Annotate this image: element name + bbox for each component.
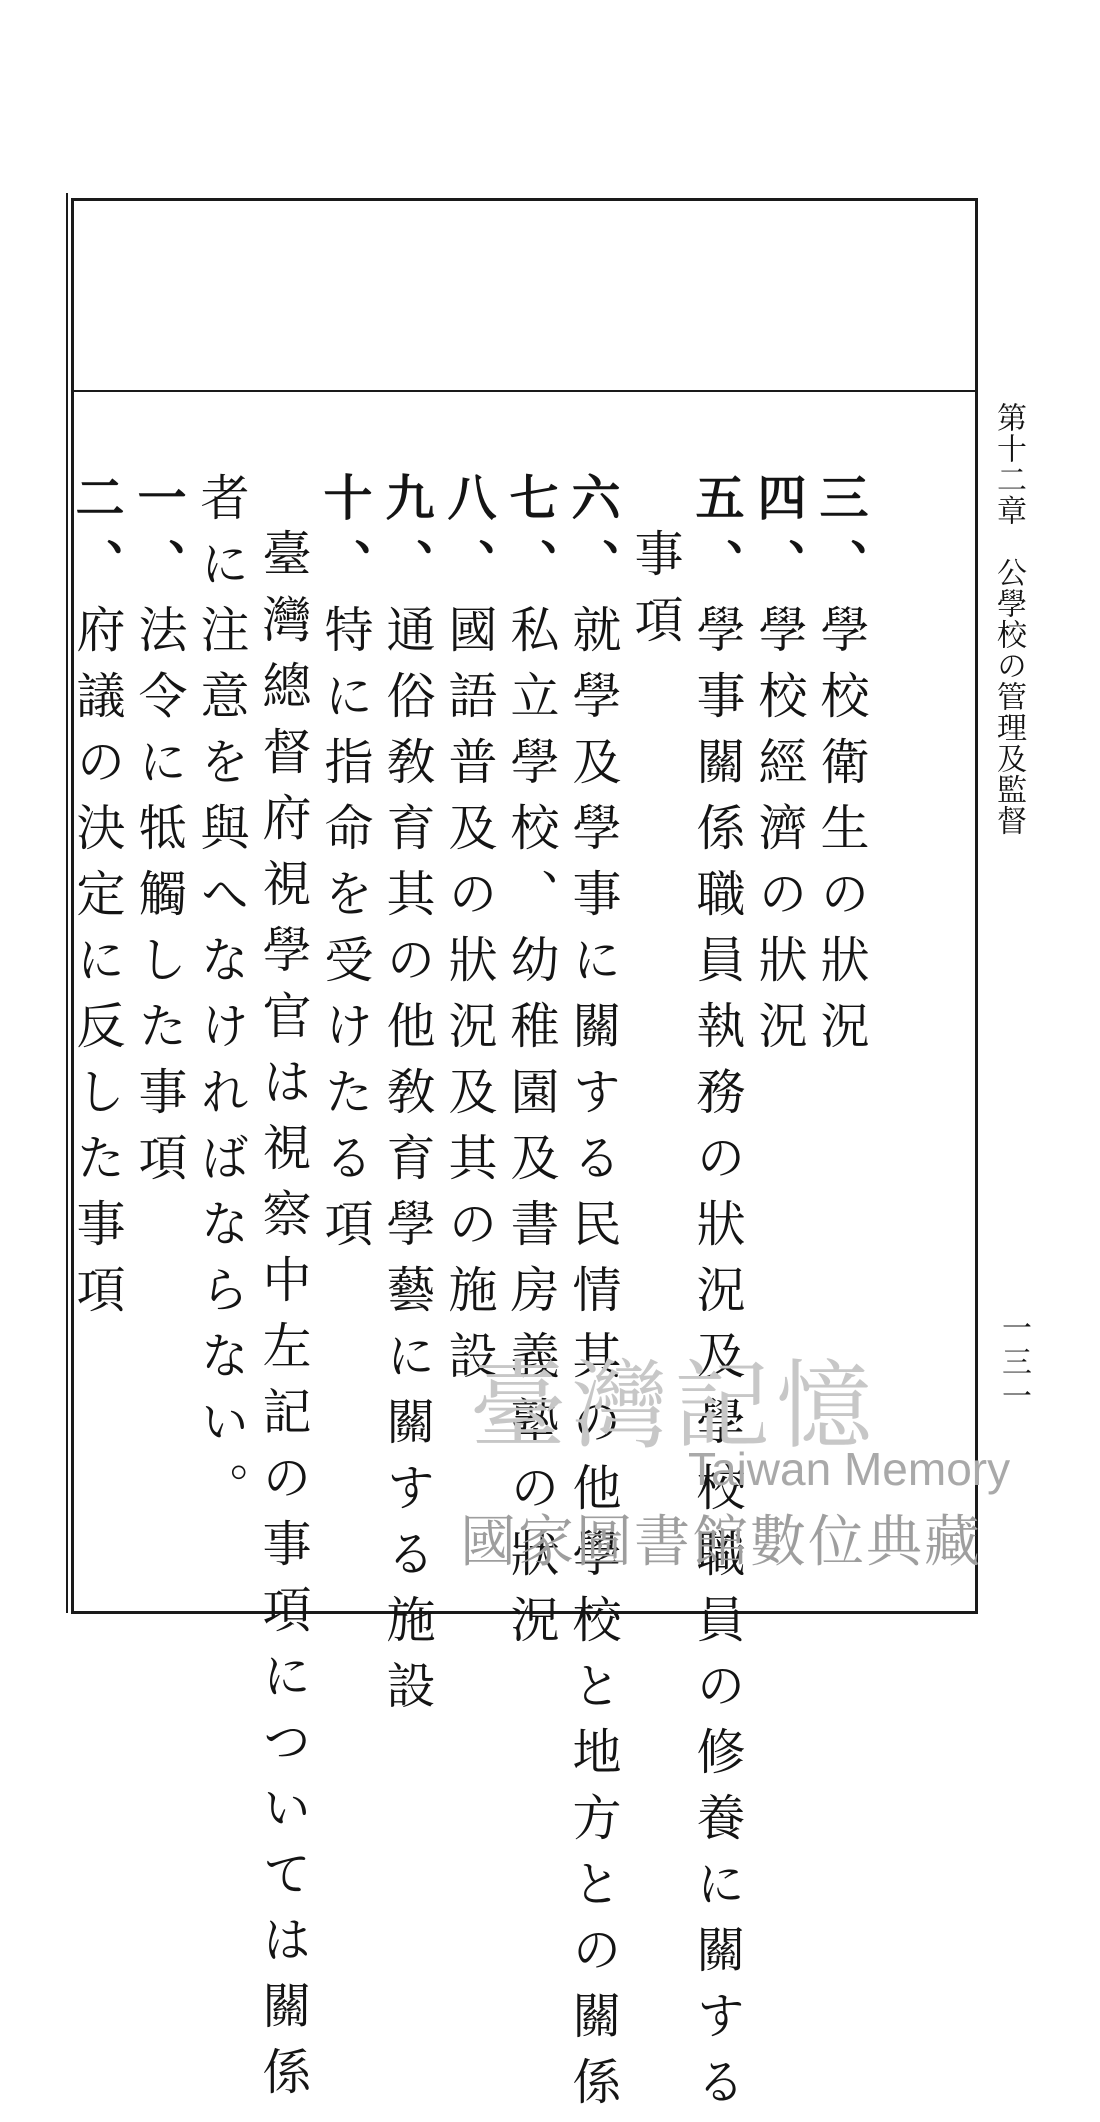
text-column <box>193 472 249 1528</box>
column-text: 就學及學事に關する民情其の他學校と地方との關係 <box>565 604 622 2122</box>
column-text: 學事關係職員執務の狀況及學校職員の修養に關する <box>689 604 746 2122</box>
column-text: 者に注意を與へなければならない。 <box>193 472 250 1528</box>
column-text: 學校衛生の狀況 <box>813 604 870 1066</box>
text-column <box>751 472 807 1066</box>
column-text: 私立學校、幼稚園及書房義塾の狀況 <box>503 604 560 1660</box>
item-number: 七、 <box>502 472 560 604</box>
text-column <box>565 472 621 2122</box>
watermark-english: Taiwan Memory <box>688 1443 1011 1495</box>
column-text: 通俗敎育其の他敎育學藝に關する施設 <box>379 604 436 1726</box>
watermark-seal: 臺灣記憶 <box>470 1350 878 1462</box>
text-column <box>441 472 497 1396</box>
column-text: 國語普及の狀況及其の施設 <box>441 604 498 1396</box>
item-number: 九、 <box>378 472 436 604</box>
item-number: 一、 <box>130 472 188 604</box>
text-column <box>379 472 435 1726</box>
text-column <box>131 472 187 1198</box>
item-number: 五、 <box>688 472 746 604</box>
text-column <box>813 472 869 1066</box>
text-column <box>503 472 559 1660</box>
item-number: 十、 <box>316 472 374 604</box>
item-number: 六、 <box>564 472 622 604</box>
running-head: 第十二章 公學校の管理及監督 <box>991 402 1026 836</box>
column-text: 學校經濟の狀況 <box>751 604 808 1066</box>
text-column <box>627 528 683 660</box>
page-number: 一三一 <box>996 1312 1031 1414</box>
column-text: 臺灣總督府視學官は視察中左記の事項については關係 <box>255 528 312 2112</box>
column-text: 府議の決定に反した事項 <box>69 604 126 1330</box>
item-number: 八、 <box>440 472 498 604</box>
column-text: 事項 <box>627 528 684 660</box>
watermark-chinese: 國家圖書館數位典藏 <box>460 1510 982 1575</box>
text-column <box>255 528 311 2112</box>
text-column <box>69 472 125 1330</box>
column-text: 法令に牴觸した事項 <box>131 604 188 1198</box>
text-column <box>689 472 745 2122</box>
column-text: 特に指命を受けたる項 <box>317 604 374 1264</box>
item-number: 四、 <box>750 472 808 604</box>
item-number: 三、 <box>812 472 870 604</box>
text-column <box>317 472 373 1264</box>
item-number: 二、 <box>68 472 126 604</box>
header-rule <box>74 390 977 392</box>
